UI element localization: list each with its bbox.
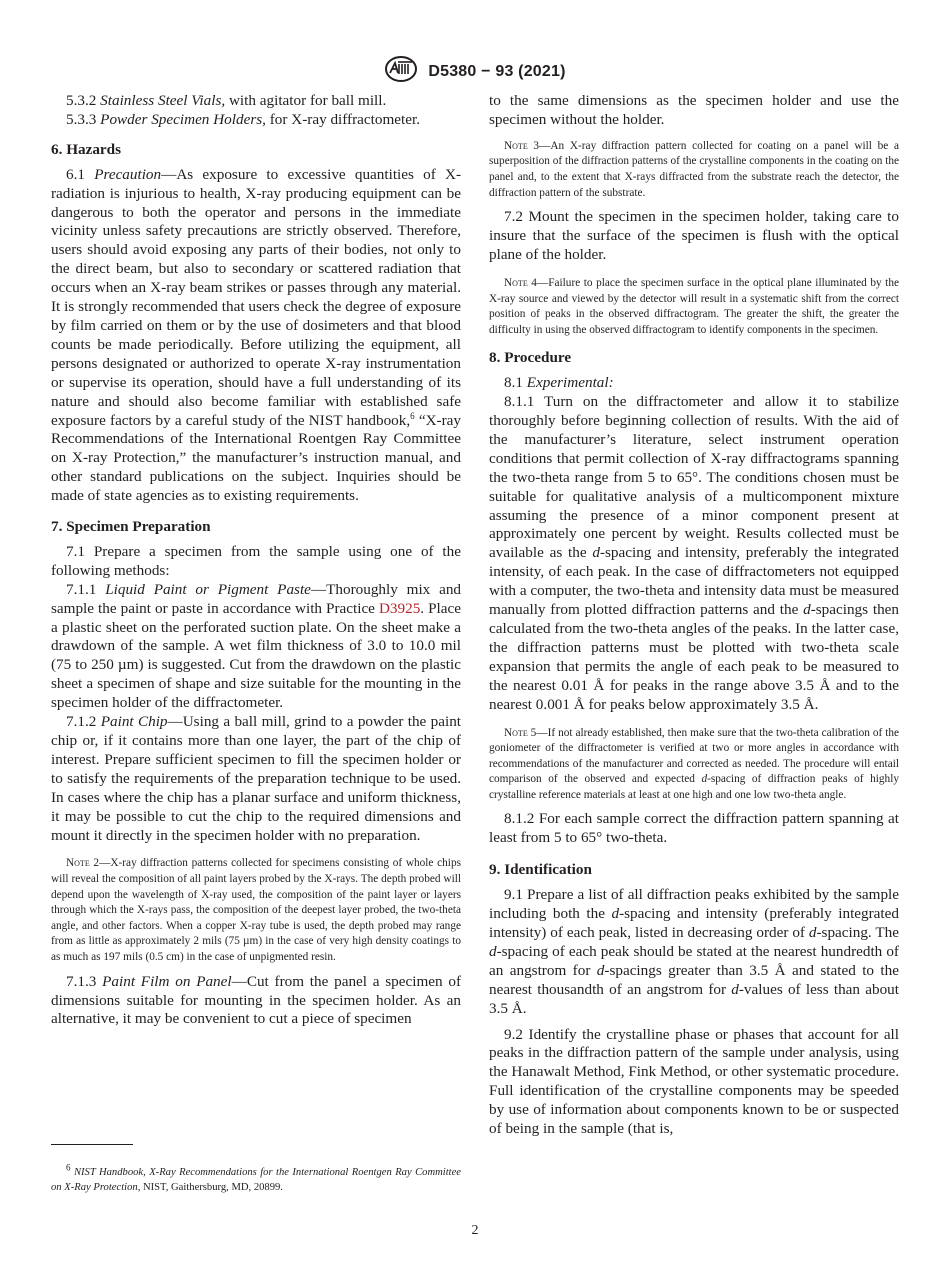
left-column bbox=[51, 92, 461, 1029]
section-7-2: 7.2 Mount the specimen in the specimen holder, taking care to insure that the surface of the specimen is flush with the optical plane of the holder. bbox=[489, 208, 899, 263]
section-7-1: 7.1 Prepare a specimen from the sample using one of the following methods: bbox=[51, 542, 461, 579]
section-8-1: 8.1 Experimental: bbox=[504, 374, 614, 392]
footnote-divider bbox=[51, 1144, 133, 1145]
standard-designation: D5380 − 93 (2021) bbox=[428, 62, 566, 80]
note-5: Note 5—If not already established, then make sure that the two-theta calibration of the goniometer of the diffractometer is verified at two or more angles in accordance with recommendations of the manufacturer and corrected as needed. The procedure will entail comparison of the observed and expected d-spacing of diffraction peaks of highly crystalline reference materials at least at one high and one low two-theta angle. bbox=[489, 726, 900, 801]
section-7-1-2: 7.1.2 Paint Chip—Using a ball mill, grind to a powder the paint chip or, if it contains more than one layer, the part of the chip of interest. Prepare sufficient specimen to fill the specimen holder or to satisfy the requirements of the preparation technique to be used. In cases where the chip has a planar surface and uniform thickness, it may be possible to cut the chip to the required dimensions and mount it directly in the specimen holder with no preparation. bbox=[51, 713, 462, 844]
section-8-1-2: 8.1.2 For each sample correct the diffraction pattern spanning at least from 5 to 65° two-theta. bbox=[489, 810, 899, 847]
section-8-1-1: 8.1.1 Turn on the diffractometer and allow it to stabilize thoroughly before beginning collection of results. With the aid of the manufacturer’s literature, select instrument operation conditions that permit collection of X-ray diffractograms spanning the two-theta range from 5 to 65°. The conditions chosen must be suitable for qualitative analysis of a multicomponent mixture assuming the presence of a minor component present at approximately one percent by weight. Results collected must be available as the d-spacing and intensity, preferably the integrated intensity, of each peak. In the case of diffractometers not equipped with a computer, the two-theta and intensity data must be measured manually from plotted diffraction patterns and the d-spacings then calculated from the two-theta angles of the peaks. In the latter case, the diffraction patterns must be plotted with two-theta scale expansion that permits the angle of each peak to be measured to the nearest 0.01 Å for peaks in the range above 3.5 Å and to the nearest 0.001 Å for peaks below approximately 3.5 Å. bbox=[489, 393, 900, 713]
page-header bbox=[0, 55, 950, 88]
section-5-3-2: 5.3.2 Stainless Steel Vials, with agitator for ball mill. bbox=[66, 92, 387, 109]
section-7-1-3-continued: to the same dimensions as the specimen holder and use the specimen without the holder. bbox=[489, 92, 899, 128]
d3925-link[interactable]: D3925 bbox=[378, 599, 421, 617]
section-7-1-3: 7.1.3 Paint Film on Panel—Cut from the panel a specimen of dimensions suitable for mounting in the specimen holder. As an alternative, it may be convenient to cut a piece of specimen bbox=[51, 972, 462, 1028]
astm-logo-icon bbox=[384, 55, 418, 88]
section-5-3-3: 5.3.3 Powder Specimen Holders, for X-ray diffractometer. bbox=[66, 110, 420, 128]
heading-identification: 9. Identification bbox=[489, 861, 592, 879]
heading-specimen-preparation: 7. Specimen Preparation bbox=[51, 518, 211, 536]
note-3: Note 3—An X-ray diffraction pattern collected for coating on a panel will be a superposition of the diffraction patterns of the crystalline components in the coating on the panel and, to the extent that X-rays diffracted from the substrate reach the detector, the diffraction pattern of the substrate. bbox=[489, 139, 899, 199]
heading-hazards: 6. Hazards bbox=[51, 140, 122, 158]
section-9-1: 9.1 Prepare a list of all diffraction peaks exhibited by the sample including both the d-spacing and intensity (preferably integrated intensity) of each peak, listed in decreasing order of d-spacing. The d-spacing of each peak should be stated at the nearest hundredth of an angstrom for d-spacings greater than 3.5 Å and stated to the nearest thousandth of an angstrom for d-values of less than about 3.5 Å. bbox=[489, 886, 899, 1017]
note-4: Note 4—Failure to place the specimen surface in the optical plane illuminated by the X-ray source and viewed by the detector will result in a systematic shift from the correct position of peaks in the observed diffractogram. The greater the shift, the greater the difficulty in using the observed diffractogram to identify components in the specimen. bbox=[489, 276, 899, 336]
footnote-6: $^6$ NIST Handbook, X-Ray Recommendations for the International Roentgen Ray Committee on X-Ray Protection, NIST, Gaithersburg, MD, 20899. bbox=[51, 1162, 462, 1193]
page-number: 2 bbox=[471, 1223, 479, 1238]
right-column bbox=[489, 92, 899, 1139]
section-6-1: 6.1 Precaution—As exposure to excessive quantities of X-radiation is injurious to health, X-ray producing equipment can be dangerous to both the operator and persons in the immediate vicinity unless safety precautions are strictly observed. Therefore, users should avoid exposing any parts of their bodies, not only to the direct beam, but also to secondary or scattered radiation that occurs when an X-ray beam strikes or passes through any material. It is strongly recommended that users check the degree of exposure by film carried on them or by the use of dosimeters and that blood counts be made periodically. Before utilizing the equipment, all persons designated or authorized to operate X-ray instrumentation or supervise its operation, should have a full understanding of its nature and should also become familiar with established safe exposure factors by a careful study of the NIST handbook,$^6$ “X-ray Recommendations of the International Roentgen Ray Committee on X-ray Protection,” the manufacturer’s instruction manual, and other standard publications on the subject. Inquiries should be made of state agencies as to existing requirements. bbox=[51, 165, 462, 505]
note-2: Note 2—X-ray diffraction patterns collected for specimens consisting of whole chips will reveal the composition of all paint layers probed by the X-rays. The depth probed will depend upon the wavelength of X-ray used, the composition of the paint layer or layers through which the X-rays pass, the composition of the deepest layer probed, the two-theta angle, and other factors. When a copper X-ray tube is used, the depth probed may range from as little as approximately 2 mils (75 µm) in the case of very high density coatings to as much as 197 mils (0.5 cm) in the case of unpigmented resin. bbox=[51, 857, 461, 963]
heading-procedure: 8. Procedure bbox=[489, 349, 572, 367]
section-7-1-1: 7.1.1 Liquid Paint or Pigment Paste—Thoroughly mix and sample the paint or paste in accordance with Practice D3925. Place a plastic sheet on the perforated suction plate. On the sheet make a drawdown of the sample. A wet film thickness of 3.0 to 10.0 mil (75 to 250 µm) is suggested. Cut from the drawdown on the plastic sheet a specimen of shape and size suitable for the mounting in the specimen holder of the diffractometer. bbox=[51, 580, 462, 712]
section-9-2: 9.2 Identify the crystalline phase or phases that account for all peaks in the diffraction pattern of the sample under analysis, using the Hanawalt Method, Fink Method, or other systematic procedure. Full identification of the crystalline components may be speeded by use of information about components known to be or suspected of being in the sample (that is, bbox=[489, 1025, 899, 1138]
